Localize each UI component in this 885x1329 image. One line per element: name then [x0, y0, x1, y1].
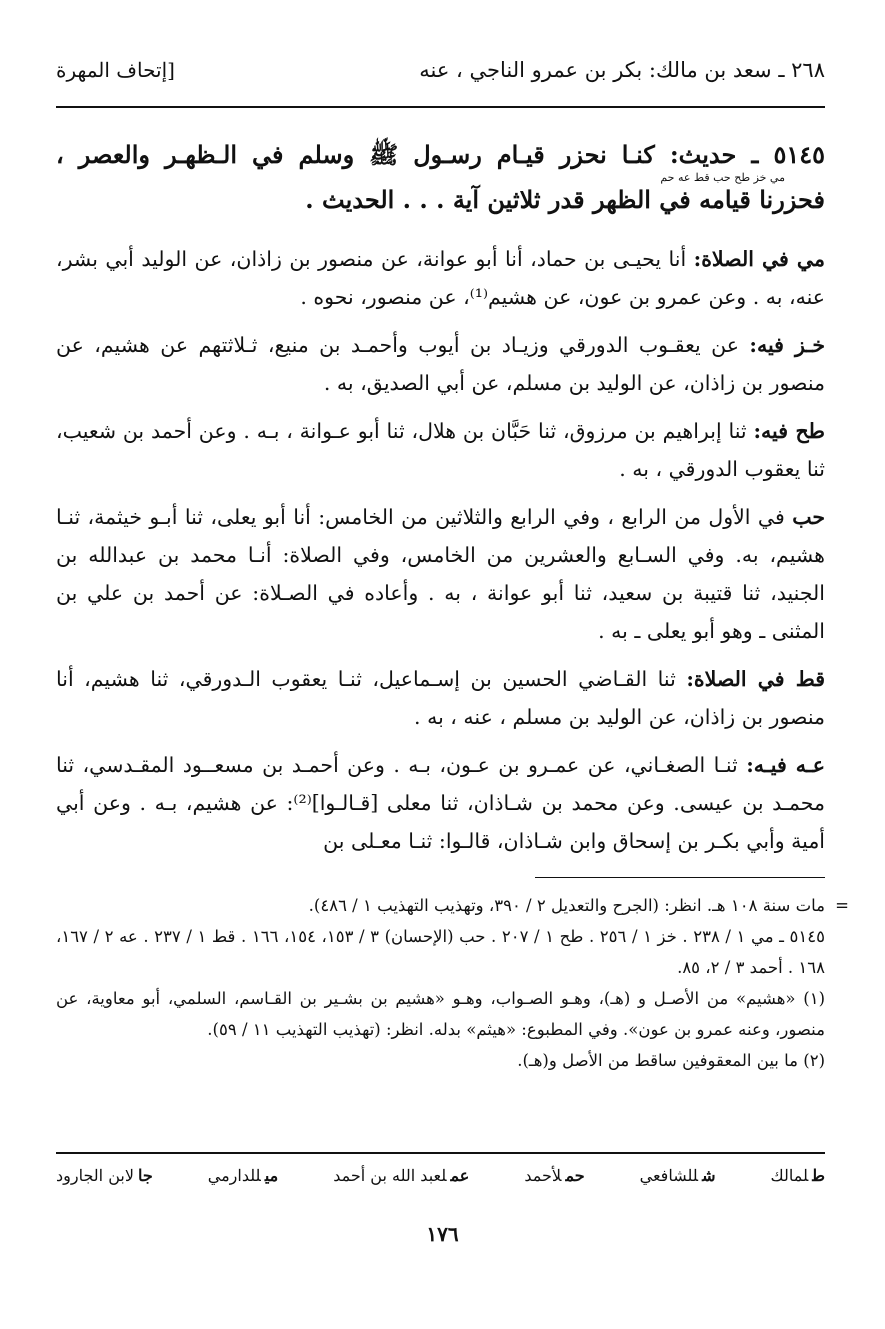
continuation-mark: =	[835, 896, 849, 915]
hadith-text-1: ـ حديث: كنـا نحزر قيـام رسـول ﷺ وسلم في الـظهـر والعصر ،	[56, 140, 774, 169]
legend-abbr: حم	[565, 1166, 585, 1185]
legend-item	[333, 1166, 469, 1185]
paragraph-text: ثنا القـاضي الحسين بن إسـماعيل، ثنـا يعقوب الـدورقي، ثنا هشيم، أنا منصور بن زاذان، عن الوليد بن مسلم ، عنه ، به .	[56, 667, 825, 729]
legend-item	[640, 1166, 716, 1185]
legend-label: لأحمد	[524, 1166, 562, 1185]
legend-label: للدارمي	[207, 1166, 261, 1185]
header-rule	[56, 106, 825, 108]
paragraph-lead: حب	[792, 505, 825, 529]
paragraph-khz	[56, 326, 825, 402]
legend-rule	[56, 1152, 825, 1154]
hadith-sigla: مي خز طح حب قط عه حم	[660, 171, 785, 184]
footnote-1: (١) «هشيم» من الأصـل و (هـ)، وهـو الصـواب، وهـو «هشيم بن بشـير بن القـاسم، السلمي، أبو معاوية، عن منصور، وعنه عمرو بن عون». وفي المطبوع: «هيثم» بدله. انظر: (تهذيب التهذيب ١١ / ٥٩).	[56, 989, 825, 1039]
header-book-title: [إتحاف المهرة	[56, 58, 175, 82]
legend-abbr: مي	[264, 1166, 279, 1185]
footnote-2: (٢) ما بين المعقوفين ساقط من الأصل و(هـ).	[517, 1051, 825, 1070]
hadith-line-2: فحزرنا قيامه في الظهر قدر ثلاثين آية . . . الحديث .	[305, 185, 825, 214]
paragraph-text: ثنا إبراهيم بن مرزوق، ثنا حَبَّان بن هلال، ثنا أبو عـوانة ، بـه . وعن أحمد بن شعيب، ثنا يعقوب الدورقي ، به .	[56, 419, 825, 481]
header-chapter-title: ٢٦٨ ـ سعد بن مالك: بكر بن عمرو الناجي ، عنه	[419, 58, 825, 82]
paragraph-hb	[56, 498, 825, 650]
legend-item	[524, 1166, 584, 1185]
chain-paragraphs	[56, 240, 825, 870]
legend-label: لمالك	[770, 1166, 809, 1185]
footnote-continuation: مات سنة ١٠٨ هـ. انظر: (الجرح والتعديل ٢ / ٣٩٠، وتهذيب التهذيب ١ / ٤٨٦).	[308, 896, 825, 915]
legend-label: لعبد الله بن أحمد	[333, 1166, 447, 1185]
legend-item	[208, 1166, 278, 1185]
legend-label: للشافعي	[639, 1166, 699, 1185]
paragraph-text: في الأول من الرابع ، وفي الرابع والثلاثين من الخامس: أنا أبو يعلى، ثنا أبـو خيثمة، ثنـا هشيم، به. وفي السـابع والعشرين من الخامس، وفي الصلاة: أنـا محمد بن عبدالله بن الجنيد، ثنا قتيبة بن سعيد، ثنا أبو عوانة ، به . وأعاده في الصـلاة: عن أحمد بن علي بن المثنى ـ وهو أبو يعلى ـ به .	[56, 505, 825, 643]
paragraph-lead: طح فيه:	[753, 419, 825, 443]
legend-item	[770, 1166, 825, 1185]
paragraph-text: عن يعقـوب الدورقي وزيـاد بن أيوب وأحمـد بن منيع، ثـلاثتهم عن هشيم، عن منصور بن زاذان، عن الوليد بن مسلم، عن أبي الصديق، به .	[56, 333, 825, 395]
hadith-number: ٥١٤٥	[773, 140, 825, 169]
paragraph-text: ثنـا الصغـاني، عن عمـرو بن عـون، بـه . وعن أحمـد بن مسعــود المقـدسي، ثنا محمـد بن عيسى. وعن محمد بن شـاذان، ثنا معلى [قـالـوا]⁽²⁾: عن هشيم، بـه . وعن أبي أمية وأبي بكـر بن إسحاق وابن شـاذان، قالـوا: ثنـا معـلى بن	[56, 753, 825, 853]
paragraph-lead: قط في الصلاة:	[686, 667, 825, 691]
paragraph-lead: عـه فيـه:	[746, 753, 825, 777]
page-number: ١٧٦	[426, 1222, 459, 1246]
paragraph-mi	[56, 240, 825, 316]
paragraph-text: أنا يحيـى بن حماد، أنا أبو عوانة، عن منصور بن زاذان، عن الوليد أبي بشر، عنه، به . وعن عمرو بن عون، عن هشيم⁽¹⁾، عن منصور، نحوه .	[56, 247, 825, 309]
legend-abbr: عم	[450, 1166, 470, 1185]
footnotes	[56, 890, 847, 1076]
legend-abbr: جا	[137, 1166, 153, 1185]
paragraph-ah	[56, 746, 825, 860]
running-header	[56, 58, 825, 92]
legend-abbr: ش	[702, 1166, 716, 1185]
hadith-line-1	[56, 138, 825, 172]
legend-item	[56, 1166, 153, 1185]
footnote-separator	[535, 877, 825, 878]
paragraph-lead: مي في الصلاة:	[693, 247, 825, 271]
abbreviation-legend	[56, 1166, 825, 1185]
legend-label: لابن الجارود	[56, 1166, 134, 1185]
paragraph-lead: خـز فيه:	[749, 333, 825, 357]
hadith-heading	[56, 138, 825, 216]
paragraph-qt	[56, 660, 825, 736]
paragraph-th	[56, 412, 825, 488]
footnote-references: ٥١٤٥ ـ مي ١ / ٢٣٨ . خز ١ / ٢٥٦ . طح ١ / ٢٠٧ . حب (الإحسان) ٣ / ١٥٣، ١٥٤، ١٦٦ . قط ١ / ٢٣٧ . عه ٢ / ١٦٧، ١٦٨ . أحمد ٣ / ٢، ٨٥.	[56, 927, 825, 977]
legend-abbr: ط	[812, 1166, 825, 1185]
